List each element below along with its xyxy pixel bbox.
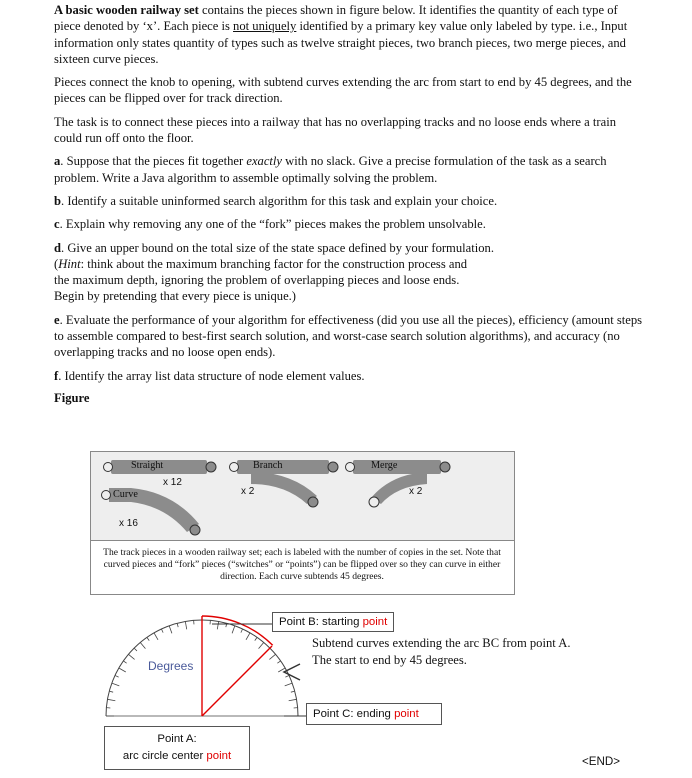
question-c-text: . Explain why removing any one of the “fork” pieces makes the problem unsolvable.: [60, 217, 486, 231]
question-f-label: f: [54, 369, 58, 383]
intro-text-2: identified by a primary key value only labeled by type. i.e., Input information only states quantity of types such as twelve straight pieces, two branch pieces, two merge pieces, and sixteen curve pieces.: [54, 19, 627, 66]
question-e-label: e: [54, 313, 60, 327]
subtend-note-line-1: Subtend curves extending the arc BC from point A.: [312, 635, 570, 652]
point-c-point-word: point: [394, 708, 419, 720]
question-a-text-2: with no slack. Give a precise formulation of the task as a search problem. Write a Java algorithm to assemble optimally solving the problem.: [54, 154, 607, 184]
question-d-line-3: the maximum depth, ignoring the problem of overlapping pieces and loose ends.: [54, 273, 459, 287]
question-a-text-1: . Suppose that the pieces fit together: [60, 154, 246, 168]
subtend-note: [312, 635, 570, 669]
question-a-label: a: [54, 154, 60, 168]
merge-label: Merge: [371, 460, 397, 471]
point-b-text: Point B: starting: [279, 616, 363, 628]
branch-label: Branch: [253, 460, 282, 471]
task-paragraph: The task is to connect these pieces into a railway that has no overlapping tracks and no loose ends where a train could run off onto the floor.: [54, 114, 644, 147]
connect-paragraph: Pieces connect the knob to opening, with subtend curves extending the arc from start to end by 45 degrees, and the pieces can be flipped over for track direction.: [54, 74, 644, 107]
point-a-text: arc circle center: [123, 750, 207, 762]
curve-label: Curve: [113, 489, 138, 500]
merge-count: x 2: [409, 486, 422, 497]
figure-label: Figure: [54, 391, 644, 406]
question-d-hint-open: (: [54, 257, 58, 271]
question-d-line-4: Begin by pretending that every piece is unique.): [54, 289, 296, 303]
point-c-arrow-icon: [284, 664, 300, 680]
figure-caption: The track pieces in a wooden railway set; each is labeled with the number of copies in the set. Note that curved pieces and “fork” pieces (“switches” or “points”) can be flipped over so they can curve in either direction. Each curve subtends 45 degrees.: [97, 547, 507, 583]
question-a-exactly: exactly: [246, 154, 282, 168]
question-d-line-2: : think about the maximum branching factor for the construction process and: [81, 257, 467, 271]
subtend-note-line-2: The start to end by 45 degrees.: [312, 652, 570, 669]
end-marker: <END>: [582, 755, 620, 768]
degrees-label: Degrees: [148, 659, 193, 673]
intro-title: A basic wooden railway set: [54, 3, 199, 17]
question-b-label: b: [54, 194, 61, 208]
question-c-label: c: [54, 217, 60, 231]
question-d-label: d: [54, 241, 61, 255]
point-a-title: Point A:: [111, 731, 243, 748]
question-d-hint-label: Hint: [58, 257, 80, 271]
not-uniquely-text: not uniquely: [233, 19, 296, 33]
straight-count: x 12: [163, 477, 182, 488]
question-e-text: . Evaluate the performance of your algorithm for effectiveness (did you use all the pieces), efficiency (amount steps to assemble compared to best-first search solution, and worst-case search solution algorithms), and accuracy (no overlapping tracks and no loose open ends).: [54, 313, 642, 360]
branch-count: x 2: [241, 486, 254, 497]
straight-label: Straight: [131, 460, 163, 471]
question-b-text: . Identify a suitable uninformed search algorithm for this task and explain your choice.: [61, 194, 497, 208]
curve-count: x 16: [119, 518, 138, 529]
point-b-point-word: point: [363, 616, 388, 628]
question-d-line-1: . Give an upper bound on the total size of the state space defined by your formulation.: [61, 241, 494, 255]
point-c-text: Point C: ending: [313, 708, 394, 720]
question-f-text: . Identify the array list data structure of node element values.: [58, 369, 364, 383]
point-a-point-word: point: [206, 750, 231, 762]
intro-text-1: contains the pieces shown in figure below. It identifies the quantity of each type of piece denoted by ‘x’. Each piece is: [54, 3, 618, 33]
